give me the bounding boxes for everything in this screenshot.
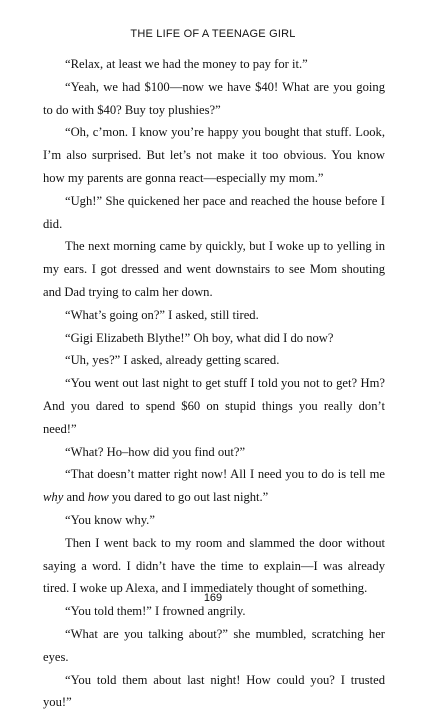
paragraph: “Yeah, we had $100—now we have $40! What are you going to do with $40? Buy toy plushies?” — [43, 79, 385, 117]
paragraph: “You went out last night to get stuff I told you not to get? Hm? And you dared to spend $60 on stupid things you really don’t need!” — [43, 376, 385, 436]
paragraph: “What? Ho–how did you find out?” — [65, 444, 246, 459]
paragraph-text: you dared to go out last night.” — [108, 490, 269, 505]
paragraph-text: “That doesn’t matter right now! All I need you to do is tell me — [65, 467, 385, 482]
paragraph: The next morning came by quickly, but I woke up to yelling in my ears. I got dressed and went downstairs to see Mom shouting and Dad trying to calm her down. — [43, 239, 385, 299]
paragraph: “Gigi Elizabeth Blythe!” Oh boy, what did I do now? — [65, 330, 334, 345]
paragraph — [43, 463, 385, 509]
paragraph: “What’s going on?” I asked, still tired. — [65, 307, 259, 322]
running-header: THE LIFE OF A TEENAGE GIRL — [130, 28, 296, 40]
emphasis-why: why — [43, 490, 64, 505]
paragraph: “You told them!” I frowned angrily. — [65, 604, 246, 619]
paragraph: “Ugh!” She quickened her pace and reached the house before I did. — [43, 193, 385, 231]
paragraph: Then I went back to my room and slammed the door without saying a word. I didn’t have the time to explain—I was already tired. I woke up Alexa, and I immediately thought of something. — [43, 535, 385, 596]
page-body — [43, 53, 385, 714]
paragraph: “Relax, at least we had the money to pay for it.” — [65, 57, 308, 71]
paragraph: “Uh, yes?” I asked, already getting scared. — [65, 353, 280, 368]
page-number: 169 — [203, 592, 223, 604]
paragraph: “You told them about last night! How could you? I trusted you!” — [43, 672, 385, 710]
emphasis-how: how — [87, 490, 109, 505]
paragraph-text: and — [63, 490, 88, 505]
paragraph: “Oh, c’mon. I know you’re happy you bought that stuff. Look, I’m also surprised. But let’s not make it too obvious. You know how my parents are gonna react—especially my mom.” — [43, 125, 385, 185]
paragraph: “You know why.” — [65, 512, 155, 527]
paragraph: “What are you talking about?” she mumbled, scratching her eyes. — [43, 626, 385, 664]
